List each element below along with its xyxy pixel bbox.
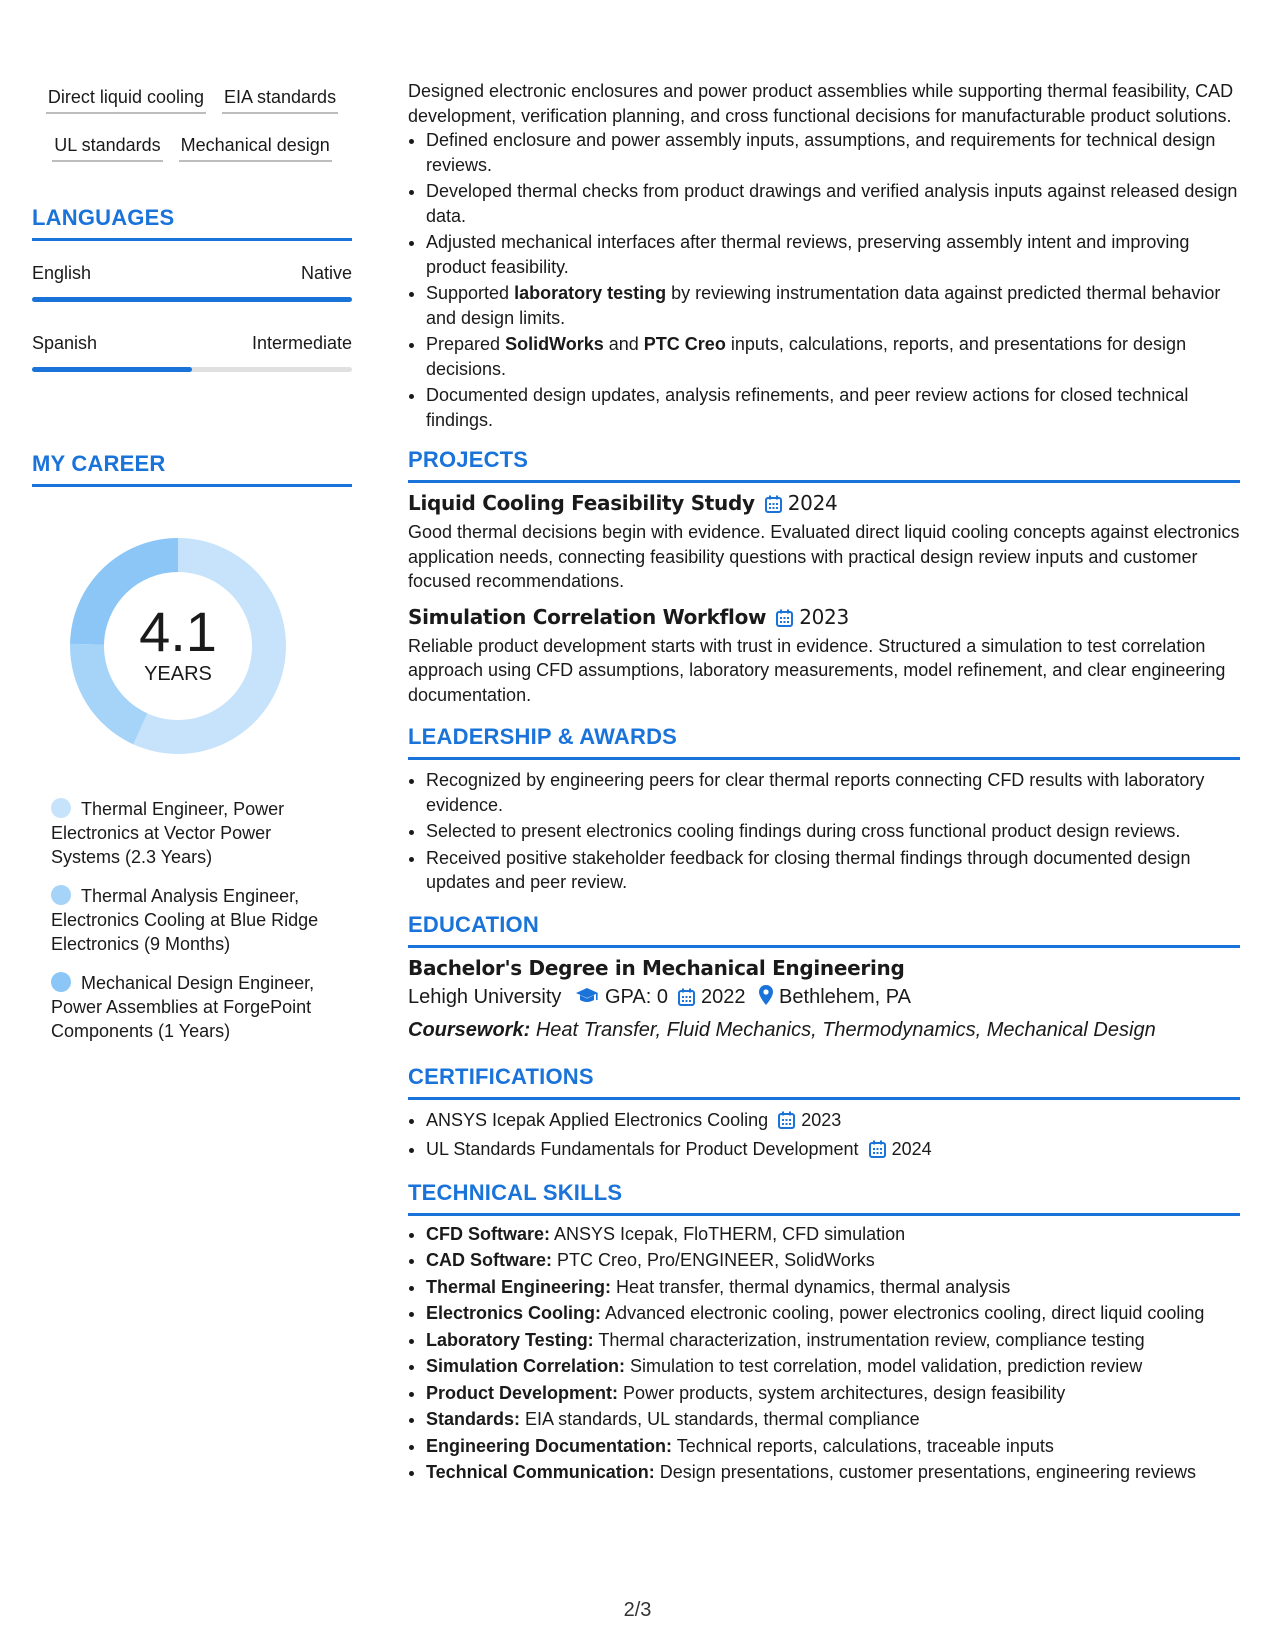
education-section xyxy=(408,911,1240,1045)
bold-keyword: PTC Creo xyxy=(643,334,726,354)
skill-tag: Mechanical design xyxy=(179,128,332,162)
language-proficiency-bar xyxy=(32,297,352,302)
coursework-label: Coursework: xyxy=(408,1018,531,1041)
skill-category: Standards: xyxy=(426,1409,521,1429)
skill-values: ANSYS Icepak, FloTHERM, CFD simulation xyxy=(554,1223,906,1244)
certification-name: UL Standards Fundamentals for Product Development xyxy=(426,1139,859,1159)
skill-category: Electronics Cooling: xyxy=(426,1303,602,1323)
career-total-value: 4.1 xyxy=(139,599,217,663)
leadership-item: • Received positive stakeholder feedback for closing thermal findings through documented design updates and peer review. xyxy=(426,846,1240,895)
experience-bullet xyxy=(426,383,1240,432)
education-title: EDUCATION xyxy=(408,911,539,937)
skills-section xyxy=(408,1179,1240,1485)
bold-keyword: SolidWorks xyxy=(505,334,604,354)
skill-item xyxy=(426,1354,1240,1379)
career-legend xyxy=(32,797,352,1043)
skill-category: Technical Communication: xyxy=(426,1462,655,1482)
project-name: Liquid Cooling Feasibility Study xyxy=(408,491,755,515)
project-item xyxy=(408,603,1240,708)
section-divider xyxy=(32,238,352,241)
right-column xyxy=(408,79,1240,1487)
calendar-icon xyxy=(778,1111,795,1136)
career-legend-item xyxy=(51,797,321,869)
skill-values: PTC Creo, Pro/ENGINEER, SolidWorks xyxy=(557,1250,875,1270)
legend-dot-icon xyxy=(51,798,71,818)
career-legend-item xyxy=(51,884,321,956)
certifications-section xyxy=(408,1063,1240,1165)
skill-category: Simulation Correlation: xyxy=(426,1356,626,1376)
skill-category: CAD Software: xyxy=(426,1250,553,1270)
skill-item xyxy=(426,1275,1240,1300)
skill-tag: Direct liquid cooling xyxy=(46,80,206,114)
experience-bullet xyxy=(426,128,1240,177)
skill-item xyxy=(426,1222,1240,1247)
bullet-text: by reviewing instrumentation data against predicted thermal behavior and design limits. xyxy=(426,283,1221,328)
project-year: 2024 xyxy=(787,491,838,515)
language-name: English xyxy=(32,263,92,283)
calendar-icon xyxy=(776,606,793,634)
career-total-unit: YEARS xyxy=(144,662,212,685)
skill-values: Advanced electronic cooling, power electronics cooling, direct liquid cooling xyxy=(605,1303,1205,1323)
language-item xyxy=(32,331,352,372)
leadership-item: • Selected to present electronics cooling findings during cross functional product design reviews. xyxy=(426,819,1240,844)
language-level: Intermediate xyxy=(251,333,352,353)
career-legend-label: Thermal Engineer, Power Electronics at Vector Power Systems (2.3 Years) xyxy=(51,799,285,867)
language-proficiency-fill xyxy=(32,297,352,302)
skill-category: Product Development: xyxy=(426,1382,619,1403)
skill-category: Laboratory Testing: xyxy=(426,1329,594,1350)
skill-values: EIA standards, UL standards, thermal compliance xyxy=(525,1409,920,1429)
location-pin-icon xyxy=(759,984,773,1014)
skill-values: Thermal characterization, instrumentation review, compliance testing xyxy=(598,1329,1145,1350)
skill-item xyxy=(426,1328,1240,1353)
degree-name: Bachelor's Degree in Mechanical Engineering xyxy=(408,955,905,980)
skill-item xyxy=(426,1434,1240,1459)
career-donut-chart xyxy=(63,531,293,761)
career-legend-label: Mechanical Design Engineer, Power Assemblies at ForgePoint Components (1 Years) xyxy=(51,973,315,1041)
certifications-title: CERTIFICATIONS xyxy=(408,1063,594,1089)
bullet-text: Prepared xyxy=(426,334,506,354)
projects-section xyxy=(408,446,1240,707)
certification-item xyxy=(426,1108,1240,1136)
education-location: Bethlehem, PA xyxy=(779,985,911,1008)
language-level: Native xyxy=(300,263,352,283)
leadership-list xyxy=(408,768,1240,895)
bullet-text: Supported xyxy=(426,283,515,303)
career-section xyxy=(32,450,352,1043)
skill-item xyxy=(426,1248,1240,1273)
experience-bullet xyxy=(426,179,1240,228)
skill-category: Engineering Documentation: xyxy=(426,1435,673,1456)
calendar-icon xyxy=(678,985,695,1015)
leadership-section xyxy=(408,723,1240,895)
skills-list xyxy=(408,1222,1240,1485)
career-legend-item xyxy=(51,971,321,1043)
language-item xyxy=(32,261,352,302)
languages-title: LANGUAGES xyxy=(32,205,175,230)
skill-tags xyxy=(32,80,352,162)
bullet-text: and xyxy=(603,334,644,354)
skill-tag: UL standards xyxy=(52,128,162,162)
calendar-icon xyxy=(765,492,782,520)
project-name: Simulation Correlation Workflow xyxy=(408,604,767,629)
skill-item xyxy=(426,1301,1240,1326)
section-divider xyxy=(32,484,352,487)
career-title: MY CAREER xyxy=(32,451,166,476)
experience-bullet xyxy=(426,281,1240,330)
skill-item xyxy=(426,1460,1240,1485)
project-description: Reliable product development starts with trust in evidence. Structured a simulation to test correlation approach using CFD assumptions, laboratory measurements, model refinement, and clear engineering documentation. xyxy=(408,635,1226,705)
skills-title: TECHNICAL SKILLS xyxy=(408,1179,623,1205)
section-divider xyxy=(408,757,1240,760)
bullet-text: Adjusted mechanical interfaces after thermal reviews, preserving assembly intent and improving product feasibility. xyxy=(426,232,1190,277)
project-item xyxy=(408,489,1240,594)
skill-values: Heat transfer, thermal dynamics, thermal analysis xyxy=(616,1276,1011,1297)
graduation-cap-icon xyxy=(575,984,599,1014)
left-column xyxy=(32,80,352,1058)
skill-values: Simulation to test correlation, model validation, prediction review xyxy=(630,1356,1143,1376)
skill-item xyxy=(426,1407,1240,1432)
certification-year: 2023 xyxy=(801,1109,842,1130)
section-divider xyxy=(408,1213,1240,1216)
certification-name: ANSYS Icepak Applied Electronics Cooling xyxy=(426,1109,769,1130)
language-name: Spanish xyxy=(32,333,98,353)
languages-section xyxy=(32,204,352,372)
coursework-list: Heat Transfer, Fluid Mechanics, Thermodynamics, Mechanical Design xyxy=(535,1018,1156,1041)
experience-summary: Designed electronic enclosures and power product assemblies while supporting thermal feasibility, CAD development, verification planning, and cross functional decisions for manufacturable product solutions. xyxy=(408,81,1234,126)
school-name: Lehigh University xyxy=(408,985,562,1008)
legend-dot-icon xyxy=(51,885,71,905)
project-description: Good thermal decisions begin with evidence. Evaluated direct liquid cooling concepts against electronics application needs, connecting feasibility questions with practical design review inputs and customer focused recommendations. xyxy=(408,522,1240,591)
language-proficiency-fill xyxy=(32,367,192,372)
skill-category: CFD Software: xyxy=(426,1223,551,1244)
career-legend-label: Thermal Analysis Engineer, Electronics Cooling at Blue Ridge Electronics (9 Months) xyxy=(51,886,319,954)
legend-dot-icon xyxy=(51,972,71,992)
skill-values: Technical reports, calculations, traceable inputs xyxy=(676,1435,1054,1456)
leadership-title: LEADERSHIP & AWARDS xyxy=(408,724,678,749)
page-number: 2/3 xyxy=(623,1599,652,1621)
skill-item xyxy=(426,1381,1240,1406)
leadership-item: • Recognized by engineering peers for clear thermal reports connecting CFD results with laboratory evidence. xyxy=(426,768,1240,817)
skill-category: Thermal Engineering: xyxy=(426,1276,612,1297)
certification-year: 2024 xyxy=(891,1139,932,1159)
bullet-text: Documented design updates, analysis refinements, and peer review actions for closed technical findings. xyxy=(426,385,1189,430)
bullet-text: Defined enclosure and power assembly inputs, assumptions, and requirements for technical design reviews. xyxy=(426,130,1216,175)
education-details xyxy=(408,982,1240,1015)
skill-tag: EIA standards xyxy=(222,80,338,114)
calendar-icon xyxy=(869,1140,886,1165)
bullet-text: inputs, calculations, reports, and presentations for design decisions. xyxy=(426,334,1187,379)
section-divider xyxy=(408,945,1240,948)
gpa: GPA: 0 xyxy=(604,985,668,1008)
certifications-list xyxy=(408,1108,1240,1165)
skill-values: Power products, system architectures, design feasibility xyxy=(623,1382,1066,1403)
language-proficiency-bar xyxy=(32,367,352,372)
projects-title: PROJECTS xyxy=(408,447,529,472)
section-divider xyxy=(408,480,1240,483)
skill-values: Design presentations, customer presentations, engineering reviews xyxy=(659,1462,1197,1482)
experience-bullet xyxy=(426,332,1240,381)
experience-bullet xyxy=(426,230,1240,279)
certification-item xyxy=(426,1137,1240,1165)
section-divider xyxy=(408,1097,1240,1100)
coursework xyxy=(408,1015,1240,1045)
bold-keyword: laboratory testing xyxy=(514,283,667,303)
bullet-text: Developed thermal checks from product drawings and verified analysis inputs against released design data. xyxy=(426,181,1238,226)
graduation-year: 2022 xyxy=(700,985,746,1008)
experience-bullet-list xyxy=(408,128,1240,432)
project-year: 2023 xyxy=(799,604,849,629)
